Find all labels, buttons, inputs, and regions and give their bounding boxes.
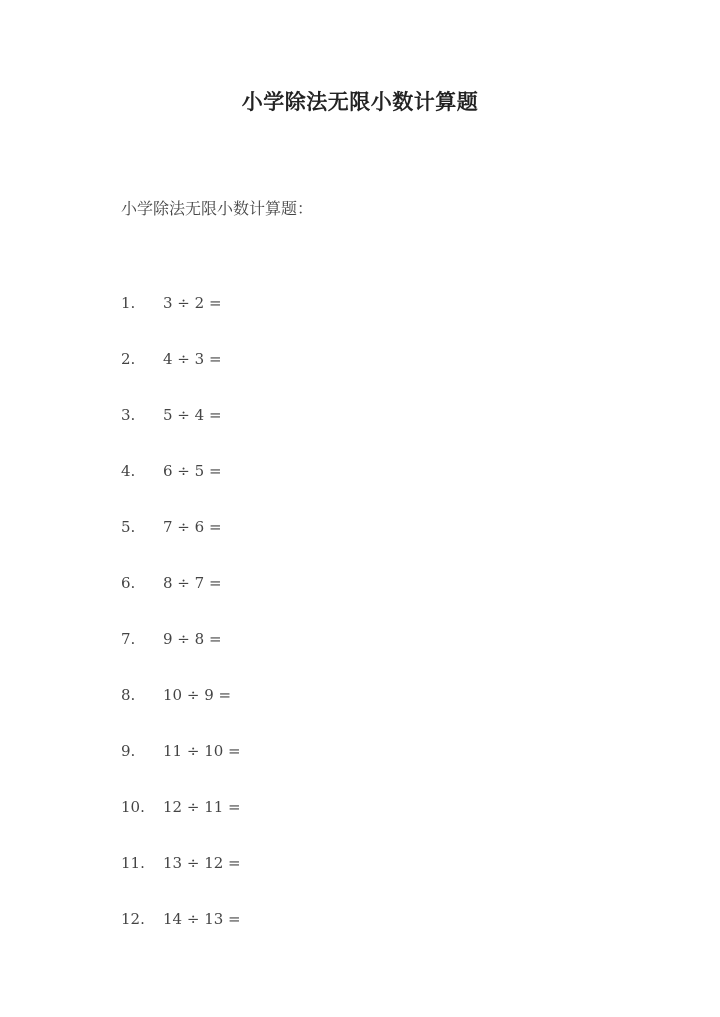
page-title: 小学除法无限小数计算题 <box>241 89 479 114</box>
problem-number: 4. <box>121 462 136 480</box>
list-item <box>121 682 241 738</box>
list-item <box>121 738 241 794</box>
problem-expression: 10 ÷ 9 = <box>163 686 232 704</box>
list-item <box>121 626 241 682</box>
problem-expression: 4 ÷ 3 = <box>163 350 222 368</box>
problem-expression: 7 ÷ 6 = <box>163 518 222 536</box>
list-item <box>121 570 241 626</box>
list-item <box>121 290 241 346</box>
problem-number: 8. <box>121 686 136 704</box>
list-item <box>121 346 241 402</box>
list-item <box>121 906 241 962</box>
list-item <box>121 850 241 906</box>
problem-number: 10. <box>121 798 145 816</box>
problem-expression: 13 ÷ 12 = <box>163 854 241 872</box>
problem-expression: 5 ÷ 4 = <box>163 406 222 424</box>
problem-number: 7. <box>121 630 136 648</box>
problem-expression: 6 ÷ 5 = <box>163 462 222 480</box>
problem-expression: 3 ÷ 2 = <box>163 294 222 312</box>
problem-expression: 11 ÷ 10 = <box>163 742 241 760</box>
problem-expression: 12 ÷ 11 = <box>163 798 241 816</box>
list-item <box>121 458 241 514</box>
problem-number: 11. <box>121 854 145 872</box>
problem-expression: 14 ÷ 13 = <box>163 910 241 928</box>
problem-expression: 8 ÷ 7 = <box>163 574 222 592</box>
problem-number: 2. <box>121 350 136 368</box>
problem-number: 5. <box>121 518 136 536</box>
problem-number: 12. <box>121 910 145 928</box>
problem-number: 1. <box>121 294 136 312</box>
problem-number: 6. <box>121 574 136 592</box>
intro-text: 小学除法无限小数计算题： <box>121 199 314 218</box>
problem-number: 3. <box>121 406 136 424</box>
problem-list <box>121 290 241 962</box>
list-item <box>121 514 241 570</box>
problem-number: 9. <box>121 742 136 760</box>
problem-expression: 9 ÷ 8 = <box>163 630 222 648</box>
list-item <box>121 402 241 458</box>
list-item <box>121 794 241 850</box>
